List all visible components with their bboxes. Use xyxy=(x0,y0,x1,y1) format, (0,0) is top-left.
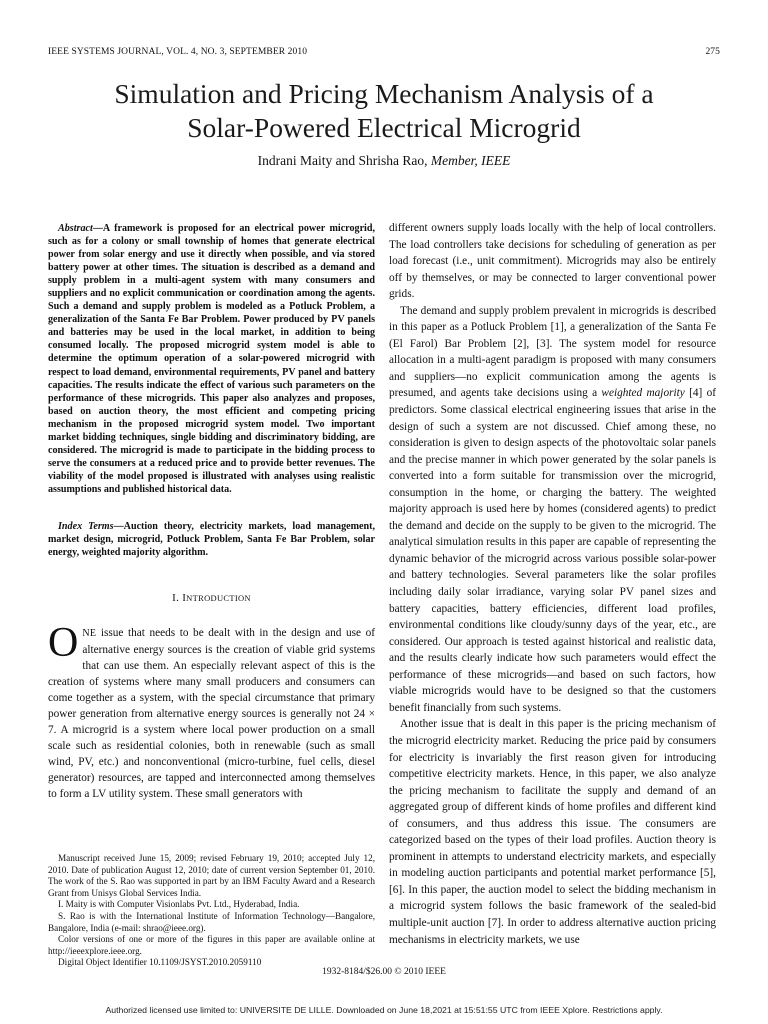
abstract xyxy=(48,222,375,496)
footnote-color: Color versions of one or more of the figures in this paper are available online at http://ieeexplore.ieee.org. xyxy=(48,934,375,956)
index-terms-text: —Auction theory, electricity markets, load management, market design, microgrid, Potluck Problem, Santa Fe Bar Problem, solar energy, weighted majority algorithm. xyxy=(48,521,375,559)
issn-line: 1932-8184/$26.00 © 2010 IEEE xyxy=(322,967,446,977)
drop-cap: O xyxy=(48,620,79,666)
paper-title xyxy=(48,77,720,145)
footnote-author-1: I. Maity is with Computer Visionlabs Pvt. Ltd., Hyderabad, India. xyxy=(58,899,300,910)
footnote-author-2: S. Rao is with the International Institute of Information Technology—Bangalore, Bangalore, India (e-mail: shrao@ieee.org). xyxy=(48,910,375,933)
right-paragraph-2-before: The demand and supply problem prevalent in microgrids is described in this paper as a Potluck Problem [1], a generalization of the Santa Fe (El Farol) Bar Problem [2], [3]. The system model for resource allocation in a multi-agent paradigm is proposed with many consumers and suppliers—no explicit communication among the agents is presumed, and agents take decisions using a xyxy=(389,304,716,400)
section-number: I. xyxy=(172,592,180,604)
abstract-text: —A framework is proposed for an electrical power microgrid, such as for a colony or small township of homes that generate electrical power from solar energy and use it directly when possible, and via stored battery power at other times. The situation is described as a demand and supply problem in a multi-agent system with many consumers and suppliers and no explicit communication or coordination among the agents. Such a demand and supply problem is modeled as a Potluck Problem, a generalization of the Santa Fe Bar Problem. Power produced by PV panels and batteries may be used in the local market, in addition to being consumed locally. The proposed microgrid system model is able to determine the optimum operation of a solar-powered microgrid with respect to load demand, environmental requirements, PV panel and battery capacities. The results indicate the effect of various such parameters on the performance of these microgrids. This paper also analyzes and proposes, based on auction theory, the most efficient and competing pricing mechanism in the proposed microgrid system model. Two important market bidding techniques, single bidding and discriminatory bidding, are considered. The microgrid is made to participate in the bidding process to serve the consumers at a reduced price and to provide better revenues. The viability of the model proposed is illustrated with analyses using realistic assumptions and published historical data. xyxy=(48,223,375,495)
index-terms xyxy=(48,520,375,559)
section-title-initial: I xyxy=(182,592,187,604)
title-line-2: Solar-Powered Electrical Microgrid xyxy=(187,112,581,143)
page-number: 275 xyxy=(705,47,720,57)
times-symbol: × xyxy=(368,708,375,720)
author-names: Indrani Maity and Shrisha Rao, xyxy=(257,153,428,168)
author-member: Member, IEEE xyxy=(430,153,511,168)
license-notice: Authorized licensed use limited to: UNIVERSITE DE LILLE. Downloaded on June 18,2021 at 15:51:55 UTC from IEEE Xplore. Restrictions apply. xyxy=(105,1005,663,1015)
right-paragraph-1: different owners supply loads locally with the help of local controllers. The load controllers take decisions for scheduling of generation as per load forecast (i.e., unit commitment). Microgrids may also be entirely off by themselves, or may be connected to larger conventional power grids. xyxy=(389,222,716,301)
author-line xyxy=(48,153,720,169)
introduction-text xyxy=(48,620,375,802)
intro-text-part1: issue that needs to be dealt with in the design and use of alternative energy sources is the creation of viable grid systems that can use them. An especially relevant aspect of this is the creation of systems where many small producers and consumers can come together as a system, with the special circumstance that primary power generation from alternative energy sources is generally not 24 xyxy=(48,627,375,720)
journal-name: IEEE SYSTEMS JOURNAL, VOL. 4, NO. 3, SEPTEMBER 2010 xyxy=(48,47,308,57)
weighted-majority-emphasis: weighted majority xyxy=(601,387,685,400)
right-paragraph-3: Another issue that is dealt in this paper is the pricing mechanism of the microgrid electricity market. Reducing the price paid by consumers for electricity is invariably the first reason given for introducing competitive electricity markets. Hence, in this paper, we also analyze the pricing mechanism to facilitate the supply and demand of an aggregated group of different kinds of home profiles and different kind of consumers, and thus address this issue. The consumers are categorized based on the types of their load profiles. Auction theory is prominent in attempts to understand electricity markets, and especially in modeling auction participants and potential market performance [5], [6]. In this paper, the auction model to select the bidding mechanism in a microgrid system follows the basic framework of the sealed-bid multiple-unit auction [7]. In order to address alternative auction pricing mechanisms in electricity markets, we use xyxy=(389,718,716,946)
title-line-1: Simulation and Pricing Mechanism Analysis of a xyxy=(114,78,654,109)
right-column-text xyxy=(389,220,716,948)
right-paragraph-2-after: [4] of predictors. Some classical electrical engineering issues that arise in the design of such a system are not discussed. Chief among these, no consideration is given to design aspects of the photovoltaic solar panels and the precise manner in which power generated by the solar panels is converted into a form suitable for transmission over the microgrid, consumption in the home, or charging the battery. The weighted majority approach is used here by homes (considered agents) to predict the demand and decide on the supply to be given to the microgrid. The analytical simulation results in this paper are capable of representing the dynamic behavior of the microgrid across various possible solar-power and battery technologies. Several parameters like the solar profiles including daily solar irradiance, varying solar PV panel sizes and battery capacities, battery efficiencies, different load profiles, environmental conditions like cloudy/sunny days of the year, etc., are considered. Our approach is tested against historical and realistic data, and the results clearly indicate how such parameters would effect the performance of these microgrids—and based on such factors, how viable microgrids would have to be designed so that the customers benefit financially from such systems. xyxy=(389,387,716,714)
footnote-doi: Digital Object Identifier 10.1109/JSYST.2010.2059110 xyxy=(58,957,262,968)
abstract-lead: Abstract xyxy=(58,223,93,234)
section-heading-introduction xyxy=(48,592,375,604)
section-title-rest: NTRODUCTION xyxy=(186,593,251,603)
intro-text-part2: 7. A microgrid is a system where local power production on a small scale such as residential colonies, both in renewable (such as small wind, PV, etc.) and nonconventional (micro-turbine, fuel cells, diesel generator) resources, are tapped and interconnected among themselves to form a LV utility system. These small generators with xyxy=(48,724,375,800)
footnote-manuscript: Manuscript received June 15, 2009; revised February 19, 2010; accepted July 12, 2010. Date of publication August 12, 2010; date of current version September 01, 2010. The work of the S. Rao was supported in part by an IBM Faculty Award and a Research Grant from Unisys Global Services India. xyxy=(48,853,375,898)
index-terms-lead: Index Terms xyxy=(58,521,114,532)
footnotes xyxy=(48,853,375,969)
first-word-rest: NE xyxy=(82,628,97,639)
right-paragraph-2 xyxy=(389,303,716,717)
